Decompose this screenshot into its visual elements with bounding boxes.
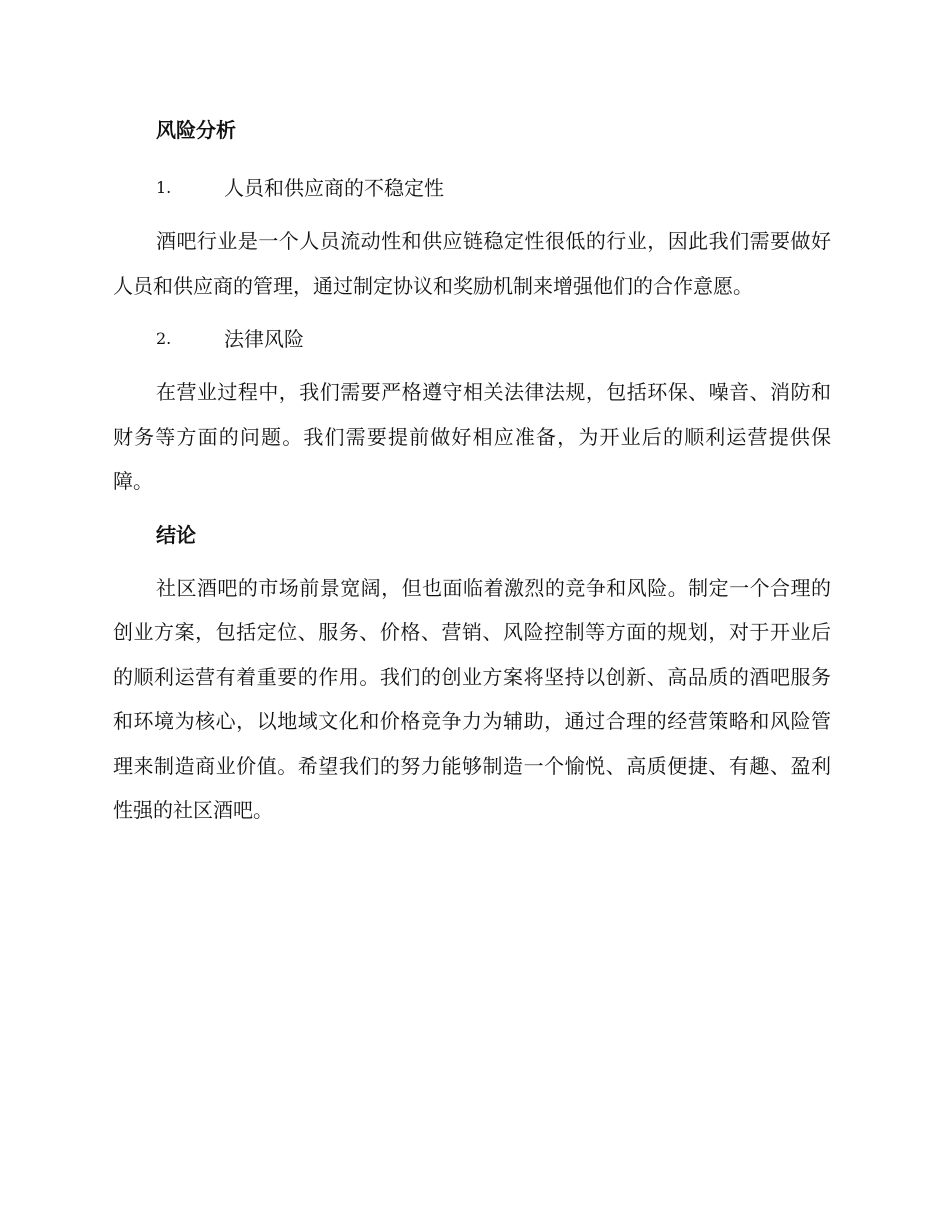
legal-risk-paragraph: 在营业过程中，我们需要严格遵守相关法律法规，包括环保、噪音、消防和财务等方面的问题。我们需要提前做好相应准备，为开业后的顺利运营提供保障。	[113, 380, 831, 493]
conclusion-heading: 结论	[156, 522, 196, 547]
list-number: 2.	[156, 329, 172, 348]
document-content	[113, 113, 831, 833]
list-number: 1.	[156, 178, 172, 197]
list-item-title: 人员和供应商的不稳定性	[224, 176, 444, 200]
personnel-suppliers-paragraph: 酒吧行业是一个人员流动性和供应链稳定性很低的行业，因此我们需要做好人员和供应商的管理，通过制定协议和奖励机制来增强他们的合作意愿。	[113, 229, 831, 298]
list-item-legal-risk	[113, 322, 831, 356]
risk-analysis-heading: 风险分析	[156, 118, 236, 142]
list-item-personnel-suppliers	[113, 171, 831, 205]
conclusion-paragraph: 社区酒吧的市场前景宽阔，但也面临着激烈的竞争和风险。制定一个合理的创业方案，包括定位、服务、价格、营销、风险控制等方面的规划，对于开业后的顺利运营有着重要的作用。我们的创业方案将坚持以创新、高品质的酒吧服务和环境为核心，以地域文化和价格竞争力为辅助，通过合理的经营策略和风险管理来制造商业价值。希望我们的努力能够制造一个愉悦、高质便捷、有趣、盈利性强的社区酒吧。	[113, 575, 831, 822]
list-item-title: 法律风险	[224, 327, 304, 351]
